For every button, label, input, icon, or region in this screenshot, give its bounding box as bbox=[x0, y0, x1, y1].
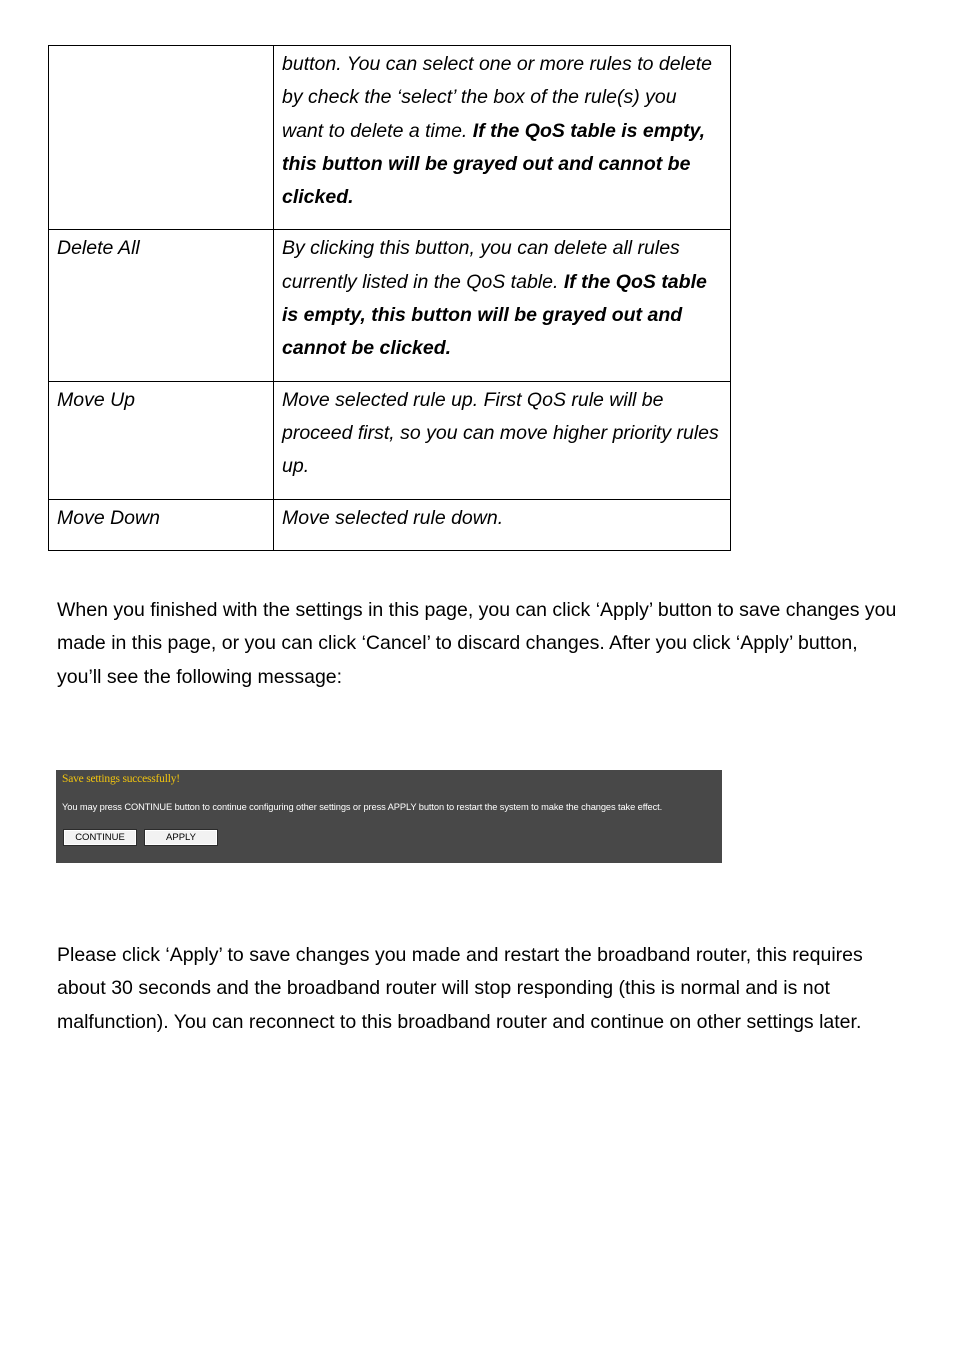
save-settings-screenshot bbox=[56, 770, 722, 863]
table-cell-description bbox=[274, 46, 731, 230]
table-row bbox=[49, 499, 731, 550]
description-text: Move selected rule up. First QoS rule will be proceed first, so you can move higher priority rules up. bbox=[282, 388, 719, 478]
apply-button[interactable]: APPLY bbox=[145, 830, 217, 845]
table-row bbox=[49, 46, 731, 230]
description-text: button. You can select one or more rules to delete by check the ‘select’ the box of the rule(s) you want to delete a time. bbox=[282, 53, 712, 142]
description-emphasis: If the QoS table is empty, this button will be grayed out and cannot be clicked. bbox=[282, 119, 706, 209]
table-cell-description bbox=[274, 499, 731, 550]
save-success-message: You may press CONTINUE button to continue configuring other settings or press APPLY button to restart the system to make the changes take effect. bbox=[62, 802, 663, 812]
save-success-title: Save settings successfully! bbox=[62, 773, 180, 785]
continue-button[interactable]: CONTINUE bbox=[64, 830, 136, 845]
qos-buttons-table bbox=[48, 45, 731, 551]
table-row bbox=[49, 381, 731, 499]
table-cell-name: Move Down bbox=[49, 499, 274, 550]
table-cell-name: Delete All bbox=[49, 230, 274, 381]
description-emphasis: If the QoS table is empty, this button will be grayed out and cannot be clicked. bbox=[282, 270, 707, 360]
table-cell-name bbox=[49, 46, 274, 230]
apply-instructions-paragraph: When you finished with the settings in this page, you can click ‘Apply’ button to save changes you made in this page, or you can click ‘Cancel’ to discard changes. After you click ‘Apply’ button, you’ll see the following message: bbox=[57, 599, 897, 688]
table-cell-name: Move Up bbox=[49, 381, 274, 499]
description-text: Move selected rule down. bbox=[282, 506, 504, 529]
table-row bbox=[49, 230, 731, 381]
table-cell-description bbox=[274, 230, 731, 381]
restart-note-paragraph: Please click ‘Apply’ to save changes you made and restart the broadband router, this requires about 30 seconds and the broadband router will stop responding (this is normal and is not malfunction). You can reconnect to this broadband router and continue on other settings later. bbox=[57, 944, 863, 1033]
description-text: By clicking this button, you can delete all rules currently listed in the QoS table. bbox=[282, 237, 680, 293]
table-cell-description bbox=[274, 381, 731, 499]
